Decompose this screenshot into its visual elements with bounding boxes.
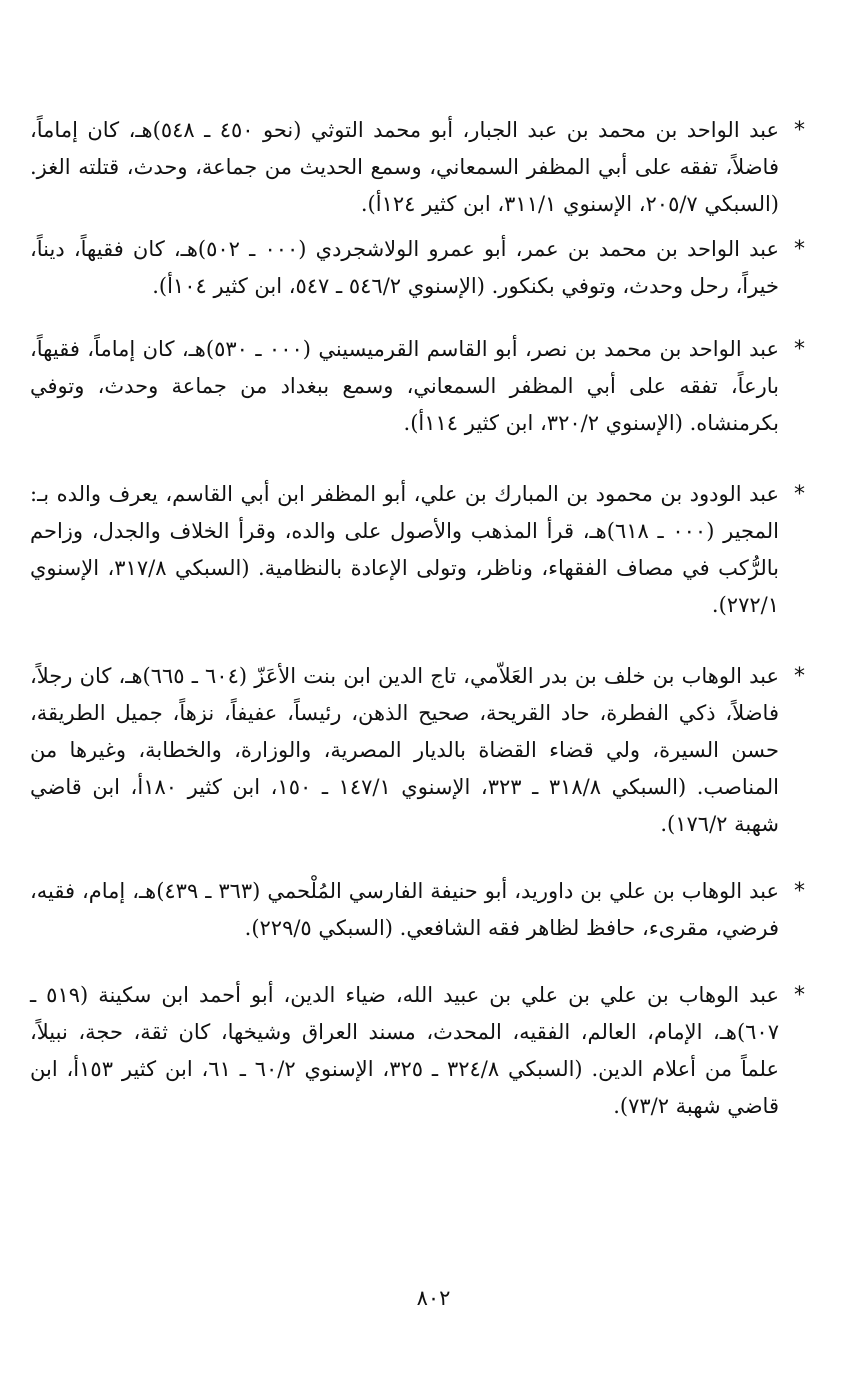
entry-text: عبد الوهاب بن خلف بن بدر العَلاّمي، تاج الدين ابن بنت الأعَزّ (٦٠٤ ـ ٦٦٥)هـ، كان رجلاً، فاضلاً، ذكي الفطرة، حاد القريحة، صحيح الذهن، رئيساً، عفيفاً، نزهاً، جميل الطريقة، حسن السيرة، ولي قضاء القضاة بالديار المصرية، والوزارة، والخطابة، وغيرها من المناصب. (السبكي ٣١٨/٨ ـ ٣٢٣، الإسنوي ١٤٧/١ ـ ١٥٠، ابن كثير ١٨٠أ، ابن قاضي شهبة ١٧٦/٢). bbox=[30, 664, 779, 836]
biography-entry bbox=[30, 977, 805, 1125]
page-body bbox=[30, 112, 805, 1125]
biography-entry bbox=[30, 658, 805, 843]
biography-entry bbox=[30, 476, 805, 624]
asterisk-marker: * bbox=[794, 337, 805, 362]
asterisk-marker: * bbox=[794, 482, 805, 507]
biography-entry bbox=[30, 873, 805, 947]
biography-entry bbox=[30, 331, 805, 442]
asterisk-marker: * bbox=[794, 664, 805, 689]
entry-text: عبد الواحد بن محمد بن عبد الجبار، أبو محمد التوثي (نحو ٤٥٠ ـ ٥٤٨)هـ، كان إماماً، فاضلاً، تفقه على أبي المظفر السمعاني، وسمع الحديث من جماعة، وحدث، قتلته الغز. (السبكي ٢٠٥/٧، الإسنوي ٣١١/١، ابن كثير ١٢٤أ). bbox=[30, 118, 779, 216]
page-number: ٨٠٢ bbox=[416, 1286, 451, 1310]
biography-entry bbox=[30, 231, 805, 305]
asterisk-marker: * bbox=[794, 118, 805, 143]
entry-text: عبد الوهاب بن علي بن علي بن عبيد الله، ضياء الدين، أبو أحمد ابن سكينة (٥١٩ ـ ٦٠٧)هـ، الإمام، العالم، الفقيه، المحدث، مسند العراق وشيخها، كان ثقة، حجة، نبيلاً، علماً من أعلام الدين. (السبكي ٣٢٤/٨ ـ ٣٢٥، الإسنوي ٦٠/٢ ـ ٦١، ابن كثير ١٥٣أ، ابن قاضي شهبة ٧٣/٢). bbox=[30, 983, 780, 1118]
asterisk-marker: * bbox=[794, 879, 805, 904]
entry-text: عبد الواحد بن محمد بن عمر، أبو عمرو الولاشجردي (٠٠٠ ـ ٥٠٢)هـ، كان فقيهاً، ديناً، خيراً، رحل وحدث، وتوفي بكنكور. (الإسنوي ٥٤٦/٢ ـ ٥٤٧، ابن كثير ١٠٤أ). bbox=[30, 237, 779, 298]
entry-text: عبد الوهاب بن علي بن داوريد، أبو حنيفة الفارسي المُلْحمي (٣٦٣ ـ ٤٣٩)هـ، إمام، فقيه، فرضي، مقرىء، حافظ لظاهر فقه الشافعي. (السبكي ٢٢٩/٥). bbox=[30, 879, 779, 940]
asterisk-marker: * bbox=[794, 237, 805, 262]
asterisk-marker: * bbox=[794, 983, 805, 1008]
entry-text: عبد الواحد بن محمد بن نصر، أبو القاسم القرميسيني (٠٠٠ ـ ٥٣٠)هـ، كان إماماً، فقيهاً، بارعاً، تفقه على أبي المظفر السمعاني، وسمع ببغداد من جماعة وحدث، وتوفي بكرمنشاه. (الإسنوي ٣٢٠/٢، ابن كثير ١١٤أ). bbox=[30, 337, 779, 435]
entry-text: عبد الودود بن محمود بن المبارك بن علي، أبو المظفر ابن أبي القاسم، يعرف والده بـ: المجير (٠٠٠ ـ ٦١٨)هـ، قرأ المذهب والأصول على والده، وقرأ الخلاف والجدل، وزاحم بالرُّكب في مصاف الفقهاء، وناظر، وتولى الإعادة بالنظامية. (السبكي ٣١٧/٨، الإسنوي ٢٧٢/١). bbox=[30, 482, 779, 617]
biography-entry bbox=[30, 112, 805, 223]
